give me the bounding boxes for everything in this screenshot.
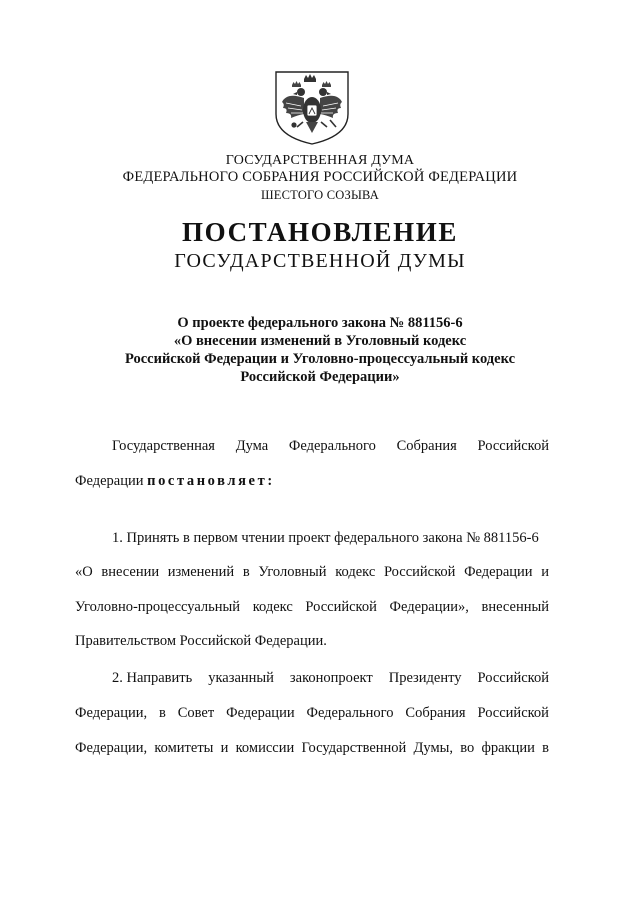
subject-line-4: Российской Федерации» [240, 369, 400, 385]
preamble-federation: Федерации [75, 473, 144, 489]
item2-word: Государственной [301, 740, 407, 756]
item2-line-3 [75, 740, 549, 757]
document-title: ПОСТАНОВЛЕНИЕ [182, 217, 458, 247]
item2-word: фракции [481, 740, 535, 756]
item2-word: Федерального [306, 705, 394, 721]
item2-line-2 [75, 705, 549, 722]
item1-word: Федерации», [389, 599, 469, 615]
preamble-word: Государственная [112, 438, 215, 454]
item2-word: Совет [177, 705, 215, 721]
item2-word: Федерации [226, 705, 295, 721]
item2-word: в [542, 740, 549, 756]
header-state-duma: ГОСУДАРСТВЕННАЯ ДУМА [225, 153, 415, 168]
item2-word: Собрания [405, 705, 466, 721]
subject-line-2: «О внесении изменений в Уголовный кодекс [173, 333, 467, 349]
item2-word: во [460, 740, 475, 756]
preamble-line-1 [112, 438, 549, 455]
item1-word: внесенный [481, 599, 549, 615]
item1-word: и [541, 564, 549, 580]
item1-word: кодекс [335, 564, 376, 580]
item2-word: Российской [477, 670, 549, 686]
header-federal-assembly: ФЕДЕРАЛЬНОГО СОБРАНИЯ РОССИЙСКОЙ ФЕДЕРАЦИИ [122, 169, 518, 185]
item2-word: и [220, 740, 229, 756]
item1-word: Федерации [464, 564, 533, 580]
item2-word: Думы, [413, 740, 454, 756]
item2-word: указанный [208, 670, 274, 686]
item1-line-4: Правительством Российской Федерации. [75, 633, 327, 649]
item1-word: Российской [383, 564, 456, 580]
resolves-keyword: постановляет: [147, 473, 275, 489]
item1-word: Уголовный [258, 564, 327, 580]
document-subtitle: ГОСУДАРСТВЕННОЙ ДУМЫ [174, 250, 466, 272]
subject-line-3: Российской Федерации и Уголовно-процессуальный кодекс [124, 351, 516, 367]
item2-word: Президенту [388, 670, 462, 686]
item1-line-3 [75, 599, 549, 616]
russian-coat-of-arms-icon [273, 70, 351, 146]
item1-line-1: 1. Принять в первом чтении проект федерального закона № 881156-6 [112, 530, 539, 546]
preamble-word: Дума [235, 438, 269, 454]
item1-word: в [242, 564, 250, 580]
item2-word: Российской [477, 705, 549, 721]
item1-word: изменений [167, 564, 235, 580]
preamble-word: Собрания [396, 438, 457, 454]
item2-line-1 [112, 670, 549, 687]
item1-word: кодекс [252, 599, 293, 615]
item1-word: внесении [101, 564, 160, 580]
item2-word: в [159, 705, 166, 721]
item1-word: Российской [305, 599, 377, 615]
item2-word: 2. Направить [112, 670, 193, 686]
preamble-word: Федерального [288, 438, 376, 454]
preamble-word: Российской [477, 438, 549, 454]
preamble-line-2 [75, 473, 549, 490]
item1-word: «О [75, 564, 93, 580]
item1-word: Уголовно-процессуальный [75, 599, 241, 615]
item1-line-2 [75, 564, 549, 581]
subject-line-1: О проекте федерального закона № 881156-6 [177, 315, 463, 331]
item2-word: комиссии [235, 740, 295, 756]
item2-word: комитеты [154, 740, 214, 756]
item2-word: Федерации, [75, 740, 148, 756]
header-convocation: ШЕСТОГО СОЗЫВА [260, 188, 380, 202]
item2-word: Федерации, [75, 705, 148, 721]
item2-word: законопроект [289, 670, 373, 686]
